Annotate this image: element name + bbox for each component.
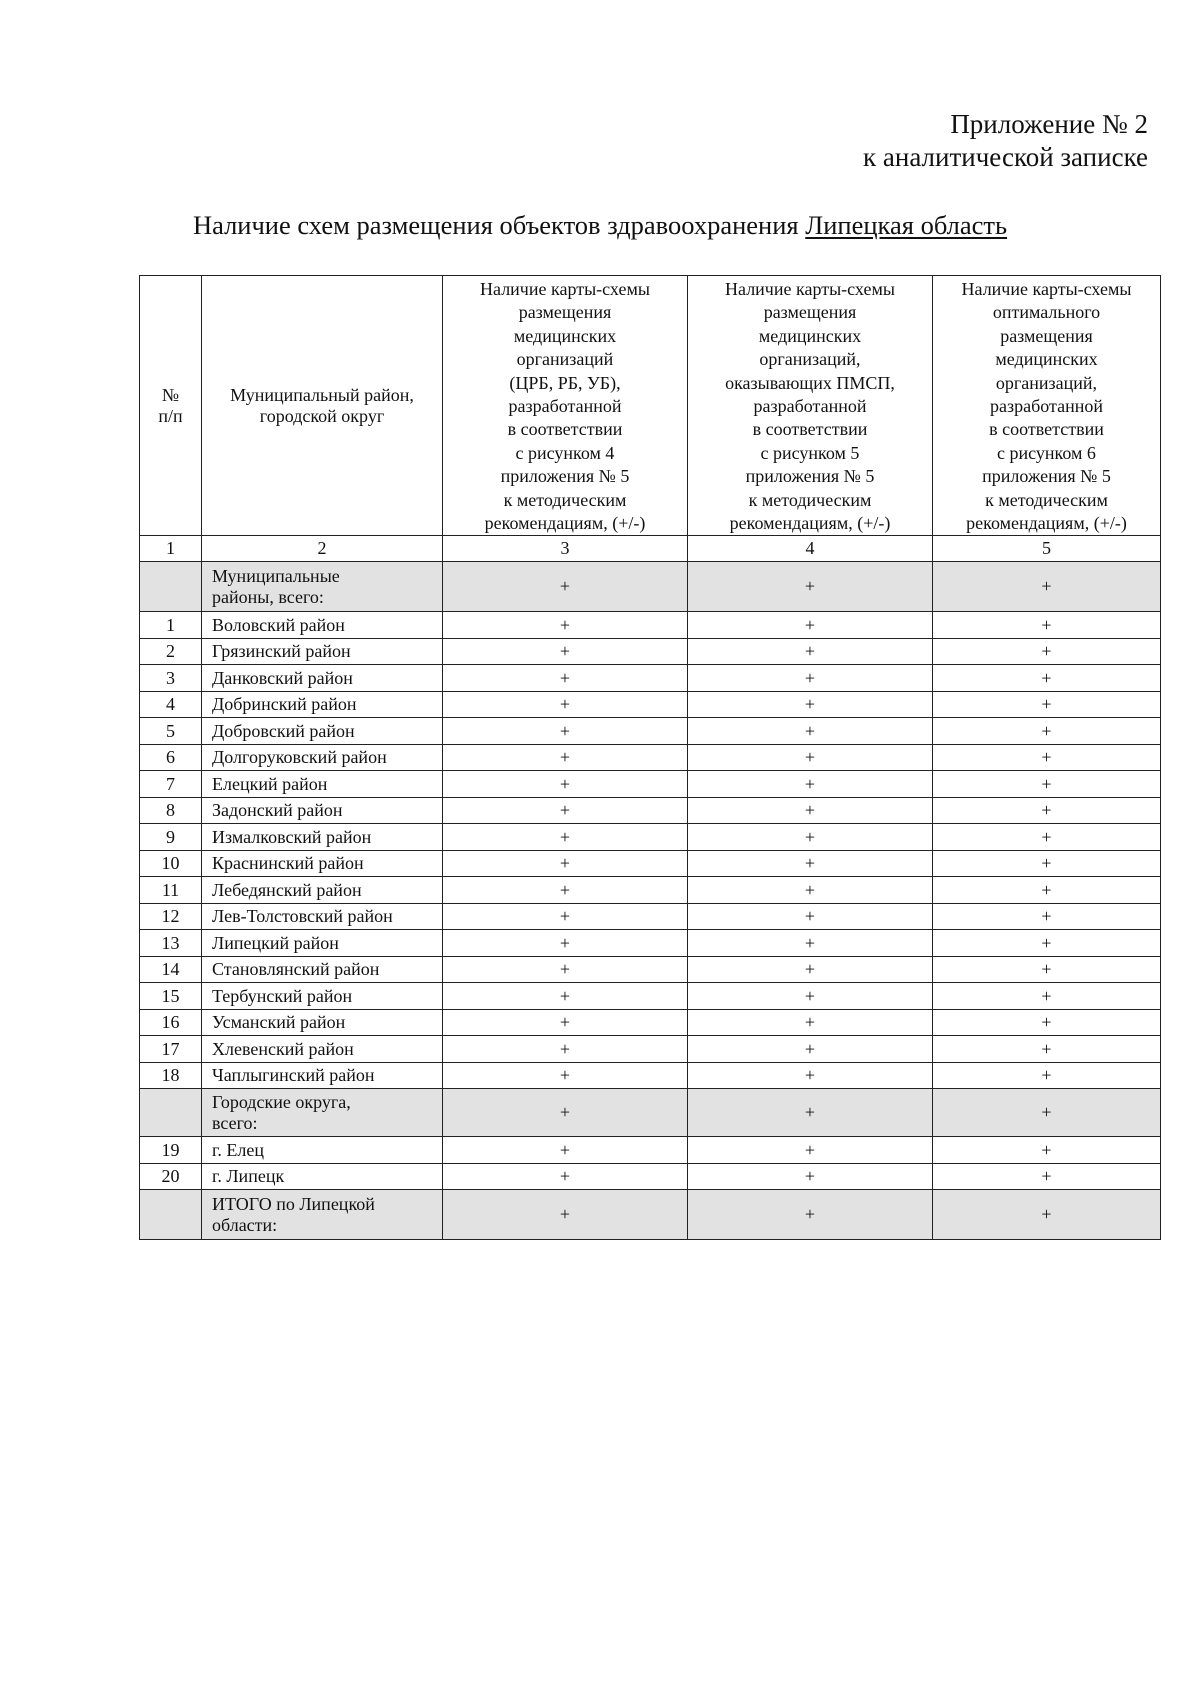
header-line: размещения xyxy=(763,302,857,323)
table-row xyxy=(140,797,1161,824)
appendix-note xyxy=(863,108,1148,174)
header-line: рекомендациям, (+/-) xyxy=(729,513,891,534)
header-line: размещения xyxy=(518,302,612,323)
header-line: Муниципальный район, xyxy=(230,384,414,405)
mark-cell: + xyxy=(443,718,688,745)
mark-cell: + xyxy=(933,562,1161,612)
header-line: приложения № 5 xyxy=(745,466,875,487)
header-num xyxy=(140,276,202,536)
row-name: Становлянский район xyxy=(202,956,443,983)
appendix-subtitle: к аналитической записке xyxy=(863,142,1148,172)
header-line: медицинских xyxy=(513,325,617,346)
column-number: 5 xyxy=(933,536,1161,562)
header-line: организаций, xyxy=(759,349,861,370)
mark-cell: + xyxy=(688,824,933,851)
row-name: г. Липецк xyxy=(202,1163,443,1190)
header-line: с рисунком 4 xyxy=(515,442,615,463)
mark-cell: + xyxy=(933,956,1161,983)
appendix-number: Приложение № 2 xyxy=(950,109,1148,139)
mark-cell: + xyxy=(933,665,1161,692)
mark-cell: + xyxy=(688,1062,933,1089)
header-line: организаций xyxy=(516,349,614,370)
table-row xyxy=(140,877,1161,904)
row-label-line: районы, всего: xyxy=(212,586,324,607)
row-label-line: Городские округа, xyxy=(212,1091,351,1112)
mark-cell: + xyxy=(933,930,1161,957)
header-line: Наличие карты-схемы xyxy=(480,279,650,299)
row-number: 6 xyxy=(140,744,202,771)
row-number: 12 xyxy=(140,903,202,930)
column-number: 1 xyxy=(140,536,202,562)
header-line: оказывающих ПМСП, xyxy=(725,372,895,393)
mark-cell: + xyxy=(443,744,688,771)
row-name: Данковский район xyxy=(202,665,443,692)
row-number xyxy=(140,562,202,612)
mark-cell: + xyxy=(688,930,933,957)
header-line: медицинских xyxy=(758,325,862,346)
table-row xyxy=(140,824,1161,851)
mark-cell: + xyxy=(443,1036,688,1063)
header-line: № xyxy=(161,384,180,405)
row-label-line: области: xyxy=(212,1214,278,1235)
row-name: Грязинский район xyxy=(202,638,443,665)
header-line: Наличие карты-схемы xyxy=(725,279,895,299)
mark-cell: + xyxy=(933,1009,1161,1036)
table-row xyxy=(140,665,1161,692)
mark-cell: + xyxy=(443,612,688,639)
mark-cell: + xyxy=(688,1009,933,1036)
row-name: Елецкий район xyxy=(202,771,443,798)
table-row xyxy=(140,1137,1161,1164)
column-numbers-row xyxy=(140,536,1161,562)
table-row xyxy=(140,612,1161,639)
header-line: медицинских xyxy=(995,349,1098,370)
mark-cell: + xyxy=(933,718,1161,745)
header-municipality xyxy=(202,276,443,536)
mark-cell: + xyxy=(443,665,688,692)
header-line: приложения № 5 xyxy=(500,466,630,487)
header-col4 xyxy=(688,276,933,536)
row-number: 20 xyxy=(140,1163,202,1190)
row-number: 8 xyxy=(140,797,202,824)
mark-cell: + xyxy=(443,1062,688,1089)
header-line: разработанной xyxy=(753,396,867,417)
mark-cell: + xyxy=(688,983,933,1010)
mark-cell: + xyxy=(933,1036,1161,1063)
mark-cell: + xyxy=(443,1009,688,1036)
row-label-line: всего: xyxy=(212,1112,258,1133)
row-number: 14 xyxy=(140,956,202,983)
row-number: 3 xyxy=(140,665,202,692)
mark-cell: + xyxy=(688,691,933,718)
mark-cell: + xyxy=(443,903,688,930)
row-number: 9 xyxy=(140,824,202,851)
mark-cell: + xyxy=(443,956,688,983)
mark-cell: + xyxy=(443,983,688,1010)
row-number: 10 xyxy=(140,850,202,877)
mark-cell: + xyxy=(688,956,933,983)
row-number: 11 xyxy=(140,877,202,904)
table-row xyxy=(140,1163,1161,1190)
row-name: Краснинский район xyxy=(202,850,443,877)
row-name: Чаплыгинский район xyxy=(202,1062,443,1089)
mark-cell: + xyxy=(933,824,1161,851)
table-row xyxy=(140,1062,1161,1089)
mark-cell: + xyxy=(443,1089,688,1137)
header-line: разработанной xyxy=(508,396,622,417)
header-line: в соответствии xyxy=(752,419,868,440)
mark-cell: + xyxy=(933,1190,1161,1240)
page-title-text: Наличие схем размещения объектов здравоохранения xyxy=(192,210,806,240)
mark-cell: + xyxy=(688,665,933,692)
grand-total-row xyxy=(140,1190,1161,1240)
mark-cell: + xyxy=(688,850,933,877)
table-row xyxy=(140,850,1161,877)
header-row xyxy=(140,276,1161,536)
mark-cell: + xyxy=(933,1137,1161,1164)
row-label-line: Муниципальные xyxy=(212,565,340,586)
row-number: 1 xyxy=(140,612,202,639)
mark-cell: + xyxy=(688,638,933,665)
mark-cell: + xyxy=(933,744,1161,771)
row-number: 19 xyxy=(140,1137,202,1164)
header-line: оптимального xyxy=(992,302,1101,323)
table-row xyxy=(140,744,1161,771)
row-number: 7 xyxy=(140,771,202,798)
table-row xyxy=(140,691,1161,718)
table-row xyxy=(140,983,1161,1010)
table-row xyxy=(140,1036,1161,1063)
city-total-row xyxy=(140,1089,1161,1137)
mark-cell: + xyxy=(443,691,688,718)
header-line: разработанной xyxy=(990,396,1103,417)
row-name: Добринский район xyxy=(202,691,443,718)
table-row xyxy=(140,771,1161,798)
mark-cell: + xyxy=(443,877,688,904)
page-title xyxy=(0,208,1200,242)
mark-cell: + xyxy=(688,744,933,771)
mark-cell: + xyxy=(933,638,1161,665)
mark-cell: + xyxy=(688,612,933,639)
column-number: 3 xyxy=(443,536,688,562)
row-number: 15 xyxy=(140,983,202,1010)
mark-cell: + xyxy=(933,1062,1161,1089)
municipal-total-row xyxy=(140,562,1161,612)
row-number: 4 xyxy=(140,691,202,718)
mark-cell: + xyxy=(933,877,1161,904)
header-col3 xyxy=(443,276,688,536)
column-number: 4 xyxy=(688,536,933,562)
mark-cell: + xyxy=(688,771,933,798)
header-line: к методическим xyxy=(748,489,872,510)
row-name: г. Елец xyxy=(202,1137,443,1164)
row-name: Усманский район xyxy=(202,1009,443,1036)
mark-cell: + xyxy=(688,877,933,904)
header-line: размещения xyxy=(1000,325,1093,346)
row-label-line: ИТОГО по Липецкой xyxy=(212,1193,375,1214)
mark-cell: + xyxy=(688,718,933,745)
table-row xyxy=(140,1009,1161,1036)
row-number xyxy=(140,1190,202,1240)
mark-cell: + xyxy=(933,797,1161,824)
mark-cell: + xyxy=(688,1036,933,1063)
mark-cell: + xyxy=(443,1137,688,1164)
mark-cell: + xyxy=(933,903,1161,930)
mark-cell: + xyxy=(443,1190,688,1240)
header-line: Наличие карты-схемы xyxy=(961,279,1132,299)
row-name: Лев-Толстовский район xyxy=(202,903,443,930)
row-label xyxy=(202,1190,443,1240)
row-number: 13 xyxy=(140,930,202,957)
mark-cell: + xyxy=(443,930,688,957)
header-line: п/п xyxy=(158,405,183,426)
mark-cell: + xyxy=(933,983,1161,1010)
row-name: Хлевенский район xyxy=(202,1036,443,1063)
mark-cell: + xyxy=(443,824,688,851)
row-number: 16 xyxy=(140,1009,202,1036)
column-number: 2 xyxy=(202,536,443,562)
header-line: организаций, xyxy=(995,372,1098,393)
header-line: городской округ xyxy=(259,405,385,426)
table-row xyxy=(140,903,1161,930)
header-line: к методическим xyxy=(985,489,1108,510)
header-line: в соответствии xyxy=(989,419,1104,440)
mark-cell: + xyxy=(688,1089,933,1137)
mark-cell: + xyxy=(443,1163,688,1190)
header-line: (ЦРБ, РБ, УБ), xyxy=(509,372,621,393)
mark-cell: + xyxy=(443,797,688,824)
header-line: приложения № 5 xyxy=(982,466,1111,487)
table-row xyxy=(140,930,1161,957)
row-name: Задонский район xyxy=(202,797,443,824)
mark-cell: + xyxy=(933,691,1161,718)
row-number: 18 xyxy=(140,1062,202,1089)
row-name: Липецкий район xyxy=(202,930,443,957)
mark-cell: + xyxy=(688,1190,933,1240)
mark-cell: + xyxy=(688,797,933,824)
mark-cell: + xyxy=(443,771,688,798)
health-facilities-table xyxy=(139,275,1161,1240)
row-name: Тербунский район xyxy=(202,983,443,1010)
table-row xyxy=(140,638,1161,665)
row-name: Измалковский район xyxy=(202,824,443,851)
mark-cell: + xyxy=(443,850,688,877)
header-line: рекомендациям, (+/-) xyxy=(484,513,646,534)
mark-cell: + xyxy=(443,562,688,612)
mark-cell: + xyxy=(933,1163,1161,1190)
table-row xyxy=(140,718,1161,745)
row-label xyxy=(202,1089,443,1137)
row-number: 2 xyxy=(140,638,202,665)
header-line: к методическим xyxy=(503,489,627,510)
row-name: Долгоруковский район xyxy=(202,744,443,771)
mark-cell: + xyxy=(688,903,933,930)
header-line: рекомендациям, (+/-) xyxy=(966,513,1127,534)
page-title-region: Липецкая область xyxy=(805,210,1008,240)
header-line: с рисунком 5 xyxy=(760,442,860,463)
mark-cell: + xyxy=(933,850,1161,877)
row-name: Лебедянский район xyxy=(202,877,443,904)
row-number xyxy=(140,1089,202,1137)
row-name: Воловский район xyxy=(202,612,443,639)
header-col5 xyxy=(933,276,1161,536)
mark-cell: + xyxy=(688,1163,933,1190)
row-label xyxy=(202,562,443,612)
mark-cell: + xyxy=(443,638,688,665)
header-line: с рисунком 6 xyxy=(997,442,1096,463)
mark-cell: + xyxy=(933,612,1161,639)
table-row xyxy=(140,956,1161,983)
row-number: 5 xyxy=(140,718,202,745)
mark-cell: + xyxy=(688,562,933,612)
mark-cell: + xyxy=(933,1089,1161,1137)
mark-cell: + xyxy=(688,1137,933,1164)
mark-cell: + xyxy=(933,771,1161,798)
header-line: в соответствии xyxy=(507,419,623,440)
row-name: Добровский район xyxy=(202,718,443,745)
row-number: 17 xyxy=(140,1036,202,1063)
